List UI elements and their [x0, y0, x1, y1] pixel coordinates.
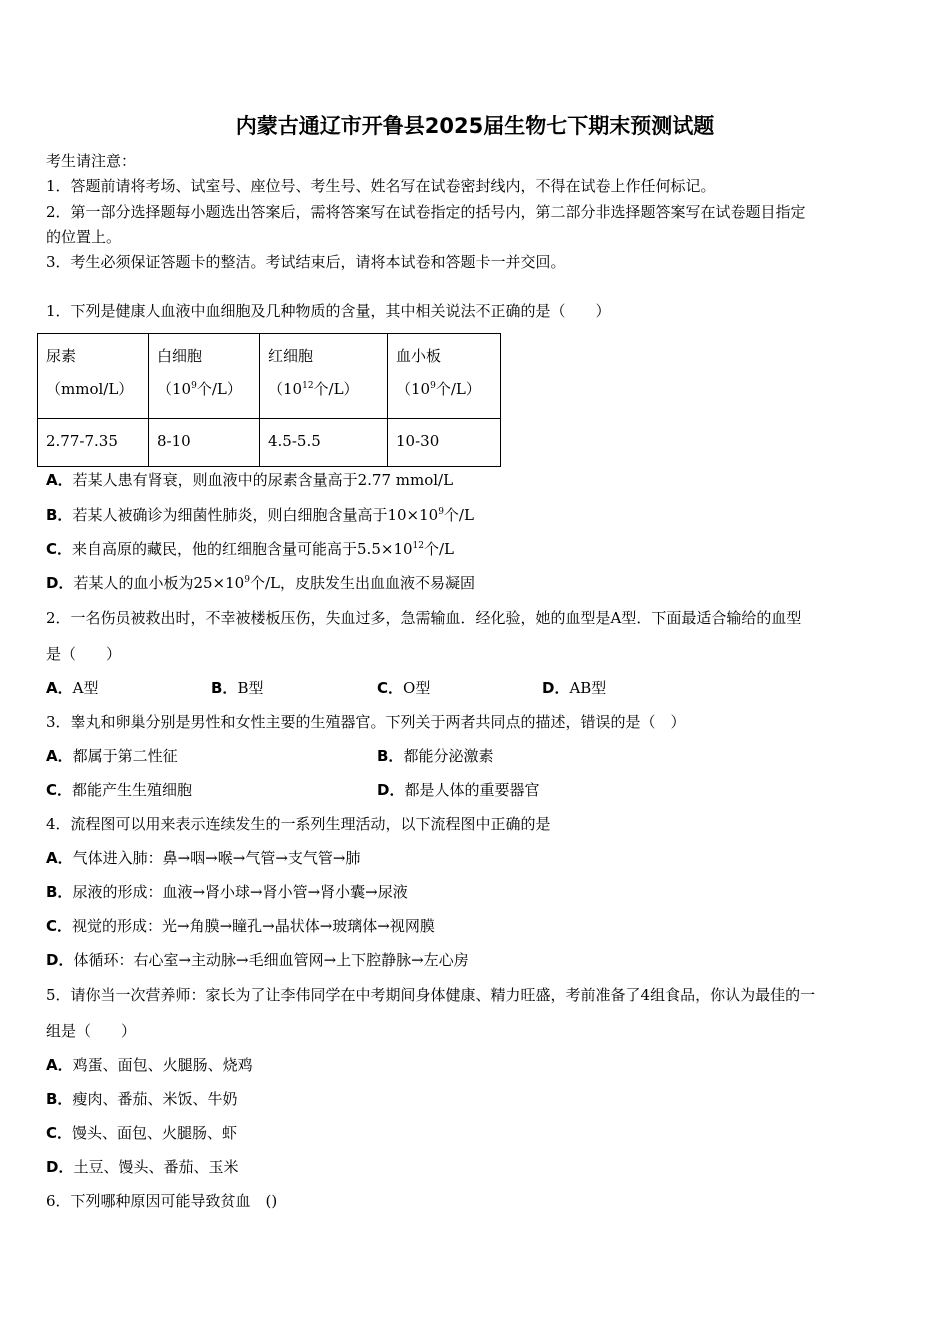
- question-2-option-c: C．O型: [377, 679, 431, 697]
- notice-item: 2．第一部分选择题每小题选出答案后，需将答案写在试卷指定的括号内，第二部分非选择题答案写在试卷题目指定: [46, 203, 806, 221]
- question-3-option-b: B．都能分泌激素: [377, 747, 494, 765]
- question-4-option-c: C．视觉的形成：光→角膜→瞳孔→晶状体→玻璃体→视网膜: [46, 917, 435, 935]
- question-1-option-b: B．若某人被确诊为细菌性肺炎，则白细胞含量高于$10\times 10^9$个/L: [46, 506, 474, 524]
- question-4-option-d: D．体循环：右心室→主动脉→毛细血管网→上下腔静脉→左心房: [46, 951, 469, 969]
- blood-data-table: [37, 333, 501, 467]
- question-2-option-b: B．B型: [211, 679, 264, 697]
- question-2-stem: 2．一名伤员被救出时，不幸被楼板压伤，失血过多，急需输血．经化验，她的血型是A型．下面最适合输给的血型: [46, 609, 802, 627]
- question-3-option-a: A．都属于第二性征: [46, 747, 178, 765]
- table-header-cell: 尿素 （mmol/L）: [38, 334, 149, 419]
- table-header-row: [38, 334, 501, 419]
- question-1-option-a: A．若某人患有肾衰，则血液中的尿素含量高于2.77 mmol/L: [46, 471, 454, 489]
- question-4-option-b: B．尿液的形成：血液→肾小球→肾小管→肾小囊→尿液: [46, 883, 408, 901]
- table-header-cell: 白细胞 （$10^9$个/L）: [149, 334, 260, 419]
- question-2-option-a: A．A型: [46, 679, 99, 697]
- table-cell: 8-10: [149, 419, 260, 467]
- table-cell: 10-30: [388, 419, 501, 467]
- table-cell: 4.5-5.5: [260, 419, 388, 467]
- question-5-option-d: D．土豆、馒头、番茄、玉米: [46, 1158, 239, 1176]
- question-1-option-d: D．若某人的血小板为$25\times 10^9$个/L，皮肤发生出血血液不易凝固: [46, 574, 475, 592]
- question-5-stem: 5．请你当一次营养师：家长为了让李伟同学在中考期间身体健康、精力旺盛，考前准备了4组食品，你认为最佳的一: [46, 986, 816, 1004]
- question-5-option-b: B．瘦肉、番茄、米饭、牛奶: [46, 1090, 238, 1108]
- table-cell: 2.77-7.35: [38, 419, 149, 467]
- table-header-cell: 红细胞 （$10^{12}$个/L）: [260, 334, 388, 419]
- question-5-option-a: A．鸡蛋、面包、火腿肠、烧鸡: [46, 1056, 253, 1074]
- page-title: 内蒙古通辽市开鲁县2025届生物七下期末预测试题: [235, 114, 715, 138]
- notice-item: 3．考生必须保证答题卡的整洁。考试结束后，请将本试卷和答题卡一并交回。: [46, 253, 566, 271]
- notice-heading: 考生请注意：: [46, 152, 137, 170]
- question-1-stem: 1．下列是健康人血液中血细胞及几种物质的含量，其中相关说法不正确的是（ ）: [46, 302, 611, 320]
- question-2-option-d: D．AB型: [542, 679, 607, 697]
- table-row: [38, 419, 501, 467]
- question-6-stem: 6．下列哪种原因可能导致贫血 (): [46, 1192, 278, 1210]
- table-header-cell: 血小板 （$10^9$个/L）: [388, 334, 501, 419]
- question-4-stem: 4．流程图可以用来表示连续发生的一系列生理活动，以下流程图中正确的是: [46, 815, 551, 833]
- question-3-option-d: D．都是人体的重要器官: [377, 781, 540, 799]
- question-5-option-c: C．馒头、面包、火腿肠、虾: [46, 1124, 238, 1142]
- question-3-option-c: C．都能产生生殖细胞: [46, 781, 193, 799]
- question-1-option-c: C．来自高原的藏民，他的红细胞含量可能高于$5.5\times 10^{12}$个/L: [46, 540, 454, 558]
- notice-item: 1．答题前请将考场、试室号、座位号、考生号、姓名写在试卷密封线内，不得在试卷上作任何标记。: [46, 177, 716, 195]
- question-4-option-a: A．气体进入肺：鼻→咽→喉→气管→支气管→肺: [46, 849, 361, 867]
- question-2-stem-cont: 是（ ）: [46, 645, 122, 663]
- question-3-stem: 3．睾丸和卵巢分别是男性和女性主要的生殖器官。下列关于两者共同点的描述，错误的是（ ）: [46, 713, 686, 731]
- notice-item: 的位置上。: [46, 228, 122, 246]
- question-5-stem-cont: 组是（ ）: [46, 1022, 137, 1040]
